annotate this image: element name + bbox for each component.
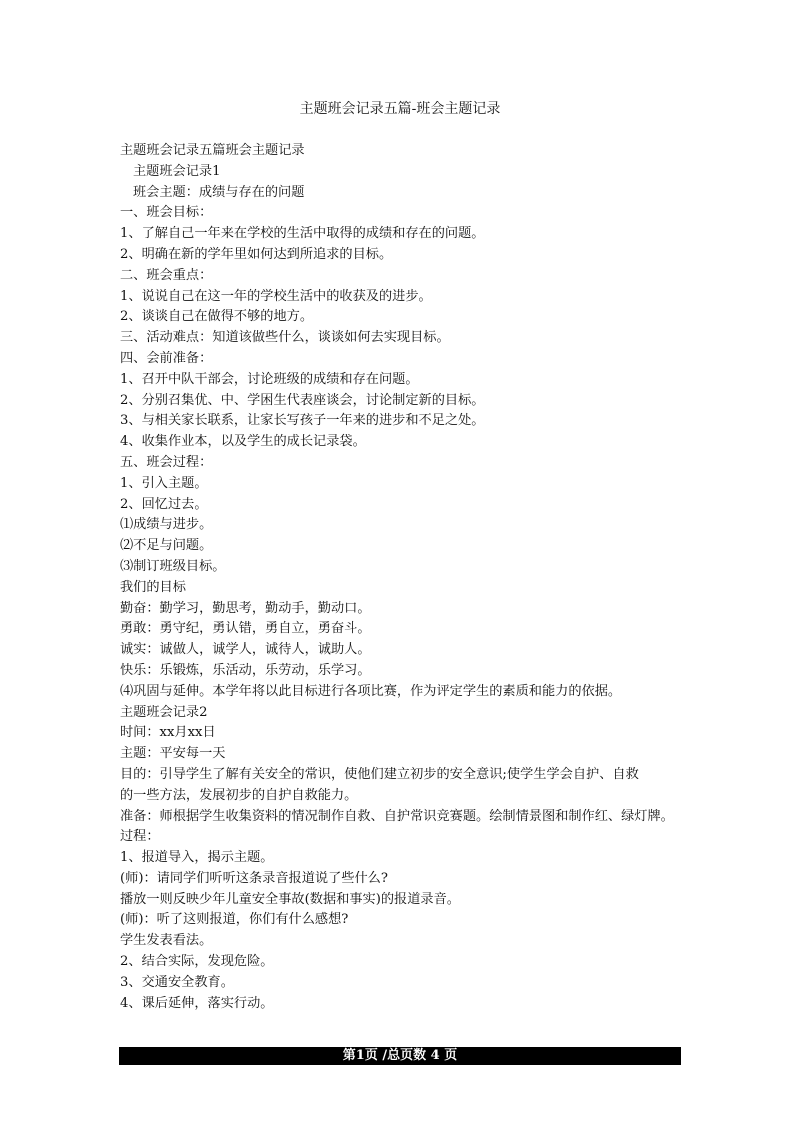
text-line: 1、报道导入，揭示主题。 bbox=[120, 850, 274, 866]
text-line: (师)：请同学们听听这条录音报道说了些什么? bbox=[120, 870, 388, 886]
page-number-text: 第1页 /总页数 4 页 bbox=[342, 1048, 458, 1063]
text-line: 的一些方法，发展初步的自护自救能力。 bbox=[120, 787, 358, 803]
text-line: 2、结合实际，发现危险。 bbox=[120, 954, 274, 970]
text-line: ⑶制订班级目标。 bbox=[120, 558, 226, 574]
document-title: 主题班会记录五篇-班会主题记录 bbox=[299, 101, 501, 117]
text-line: 3、交通安全教育。 bbox=[120, 974, 234, 990]
text-line: 主题班会记录1 bbox=[133, 163, 221, 179]
text-line: 1、了解自己一年来在学校的生活中取得的成绩和存在的问题。 bbox=[120, 226, 485, 242]
text-line: 班会主题：成绩与存在的问题 bbox=[133, 184, 305, 200]
text-line: 快乐：乐锻炼，乐活动，乐劳动，乐学习。 bbox=[120, 662, 371, 678]
text-line: 4、课后延伸，落实行动。 bbox=[120, 995, 274, 1011]
text-line: 过程： bbox=[120, 829, 160, 845]
page-footer bbox=[119, 1047, 681, 1065]
text-line: ⑷巩固与延伸。本学年将以此目标进行各项比赛，作为评定学生的素质和能力的依据。 bbox=[120, 683, 622, 699]
text-line: 2、回忆过去。 bbox=[120, 496, 208, 512]
text-line: 3、与相关家长联系，让家长写孩子一年来的进步和不足之处。 bbox=[120, 413, 485, 429]
text-line: 播放一则反映少年儿童安全事故(数据和事实)的报道录音。 bbox=[120, 891, 460, 907]
text-line: 2、明确在新的学年里如何达到所追求的目标。 bbox=[120, 246, 393, 262]
text-line: 一、班会目标： bbox=[120, 205, 213, 221]
text-line: 主题班会记录五篇班会主题记录 bbox=[120, 143, 305, 158]
text-line: 勤奋：勤学习，勤思考，勤动手，勤动口。 bbox=[120, 600, 371, 616]
text-line: 四、会前准备： bbox=[120, 350, 213, 366]
document-body bbox=[120, 141, 700, 1014]
text-line: 主题班会记录2 bbox=[120, 704, 208, 720]
text-line: 勇敢：勇守纪，勇认错，勇自立，勇奋斗。 bbox=[120, 621, 371, 637]
text-line: 二、班会重点： bbox=[120, 267, 213, 283]
text-line: 2、谈谈自己在做得不够的地方。 bbox=[120, 309, 314, 325]
text-line: 4、收集作业本，以及学生的成长记录袋。 bbox=[120, 434, 366, 450]
text-line: 五、班会过程： bbox=[120, 454, 213, 470]
text-line: 时间：xx月xx日 bbox=[120, 725, 216, 741]
text-line: 我们的目标 bbox=[120, 579, 186, 595]
text-line: ⑴成绩与进步。 bbox=[120, 517, 213, 533]
text-line: 目的：引导学生了解有关安全的常识，使他们建立初步的安全意识;使学生学会自护、自救 bbox=[120, 766, 639, 782]
text-line: 1、召开中队干部会，讨论班级的成绩和存在问题。 bbox=[120, 371, 419, 387]
text-line: ⑵不足与问题。 bbox=[120, 538, 213, 554]
text-line: 1、说说自己在这一年的学校生活中的收获及的进步。 bbox=[120, 288, 432, 304]
text-line: 准备：师根据学生收集资料的情况制作自救、自护常识竞赛题。绘制情景图和制作红、绿灯牌。 bbox=[120, 808, 674, 824]
text-line: 三、活动难点：知道该做些什么，谈谈如何去实现目标。 bbox=[120, 330, 450, 346]
text-line: 2、分别召集优、中、学困生代表座谈会，讨论制定新的目标。 bbox=[120, 392, 485, 408]
text-line: 诚实：诚做人，诚学人，诚待人，诚助人。 bbox=[120, 642, 371, 658]
text-line: 1、引入主题。 bbox=[120, 475, 208, 491]
text-line: (师)：听了这则报道，你们有什么感想? bbox=[120, 912, 349, 928]
text-line: 学生发表看法。 bbox=[120, 933, 213, 949]
text-line: 主题：平安每一天 bbox=[120, 746, 226, 762]
